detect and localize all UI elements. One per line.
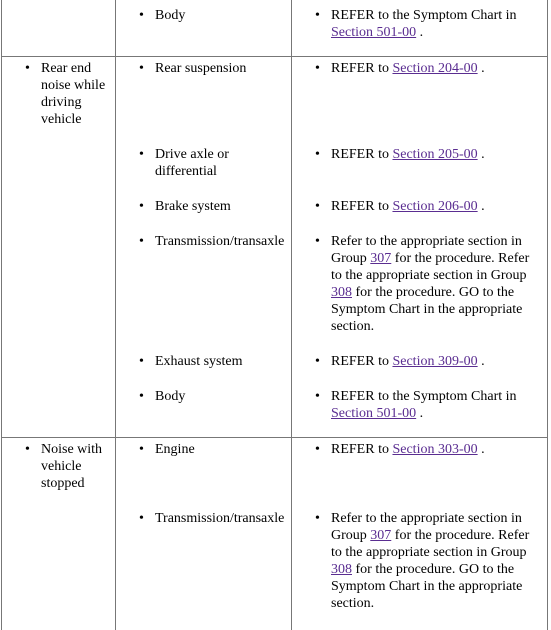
component-label: Transmission/transaxle (155, 511, 285, 526)
action-text: REFER to Section 204-00 . (331, 61, 485, 76)
component-item (139, 388, 287, 405)
bullet-icon: • (139, 354, 144, 369)
bullet-icon: • (139, 8, 144, 23)
action-text: REFER to Section 303-00 . (331, 442, 485, 457)
component-label: Engine (155, 442, 195, 457)
action-item (315, 388, 535, 422)
component-item (139, 60, 287, 77)
component-label: Brake system (155, 199, 231, 214)
bullet-icon: • (315, 8, 320, 23)
action-item (315, 146, 535, 163)
bullet-icon: • (315, 442, 320, 457)
action-item (315, 60, 535, 77)
component-label: Body (155, 389, 186, 404)
component-item (139, 7, 287, 24)
bullet-icon: • (315, 234, 320, 249)
bullet-icon: • (139, 234, 144, 249)
group-link[interactable]: 308 (331, 285, 352, 300)
table-divider-1 (115, 0, 116, 630)
section-link[interactable]: Section 501-00 (331, 406, 417, 421)
bullet-icon: • (315, 147, 320, 162)
bullet-icon: • (315, 354, 320, 369)
section-link[interactable]: Section 204-00 (392, 61, 478, 76)
action-item (315, 7, 535, 41)
table-divider-2 (291, 0, 292, 630)
bullet-icon: • (139, 199, 144, 214)
bullet-icon: • (315, 61, 320, 76)
group-link[interactable]: 307 (370, 251, 392, 266)
section-link[interactable]: Section 206-00 (392, 199, 478, 214)
component-label: Rear suspension (155, 61, 247, 76)
condition-item (25, 441, 111, 492)
section-link[interactable]: Section 205-00 (392, 147, 478, 162)
action-text: REFER to the Symptom Chart in Section 501-00 . (331, 8, 517, 40)
component-label: Exhaust system (155, 354, 243, 369)
row-divider-2 (1, 437, 548, 438)
bullet-icon: • (139, 389, 144, 404)
component-label: Body (155, 8, 186, 23)
action-text: Refer to the appropriate section in Group 307 for the procedure. Refer to the appropriate section in Group 308 for the procedure. GO to the Symptom Chart in the appropriate section. (331, 511, 530, 611)
bullet-icon: • (139, 147, 144, 162)
component-label: Transmission/transaxle (155, 234, 285, 249)
component-item (139, 510, 291, 527)
group-link[interactable]: 307 (370, 528, 392, 543)
section-link[interactable]: Section 501-00 (331, 25, 417, 40)
action-text: REFER to Section 309-00 . (331, 354, 485, 369)
component-item (139, 146, 249, 180)
action-item (315, 353, 535, 370)
section-link[interactable]: Section 303-00 (392, 442, 478, 457)
action-item (315, 510, 541, 612)
section-link[interactable]: Section 309-00 (392, 354, 478, 369)
bullet-icon: • (139, 511, 144, 526)
component-item (139, 441, 287, 458)
component-item (139, 198, 287, 215)
component-item (139, 233, 291, 250)
bullet-icon: • (25, 61, 30, 76)
bullet-icon: • (315, 389, 320, 404)
action-item (315, 441, 535, 458)
condition-item (25, 60, 111, 128)
bullet-icon: • (315, 199, 320, 214)
bullet-icon: • (25, 442, 30, 457)
action-item (315, 198, 535, 215)
action-text: Refer to the appropriate section in Group 307 for the procedure. Refer to the appropriate section in Group 308 for the procedure. GO to the Symptom Chart in the appropriate section. (331, 234, 530, 334)
action-text: REFER to the Symptom Chart in Section 501-00 . (331, 389, 517, 421)
condition-label: Rear end noise while driving vehicle (41, 61, 106, 127)
component-label: Drive axle or differential (155, 147, 229, 179)
bullet-icon: • (315, 511, 320, 526)
bullet-icon: • (139, 442, 144, 457)
condition-label: Noise with vehicle stopped (41, 442, 103, 491)
component-item (139, 353, 287, 370)
table-border-left (1, 0, 2, 630)
row-divider-1 (1, 56, 548, 57)
action-text: REFER to Section 206-00 . (331, 199, 485, 214)
bullet-icon: • (139, 61, 144, 76)
table-border-right (547, 0, 548, 630)
action-text: REFER to Section 205-00 . (331, 147, 485, 162)
action-item (315, 233, 541, 335)
group-link[interactable]: 308 (331, 562, 352, 577)
